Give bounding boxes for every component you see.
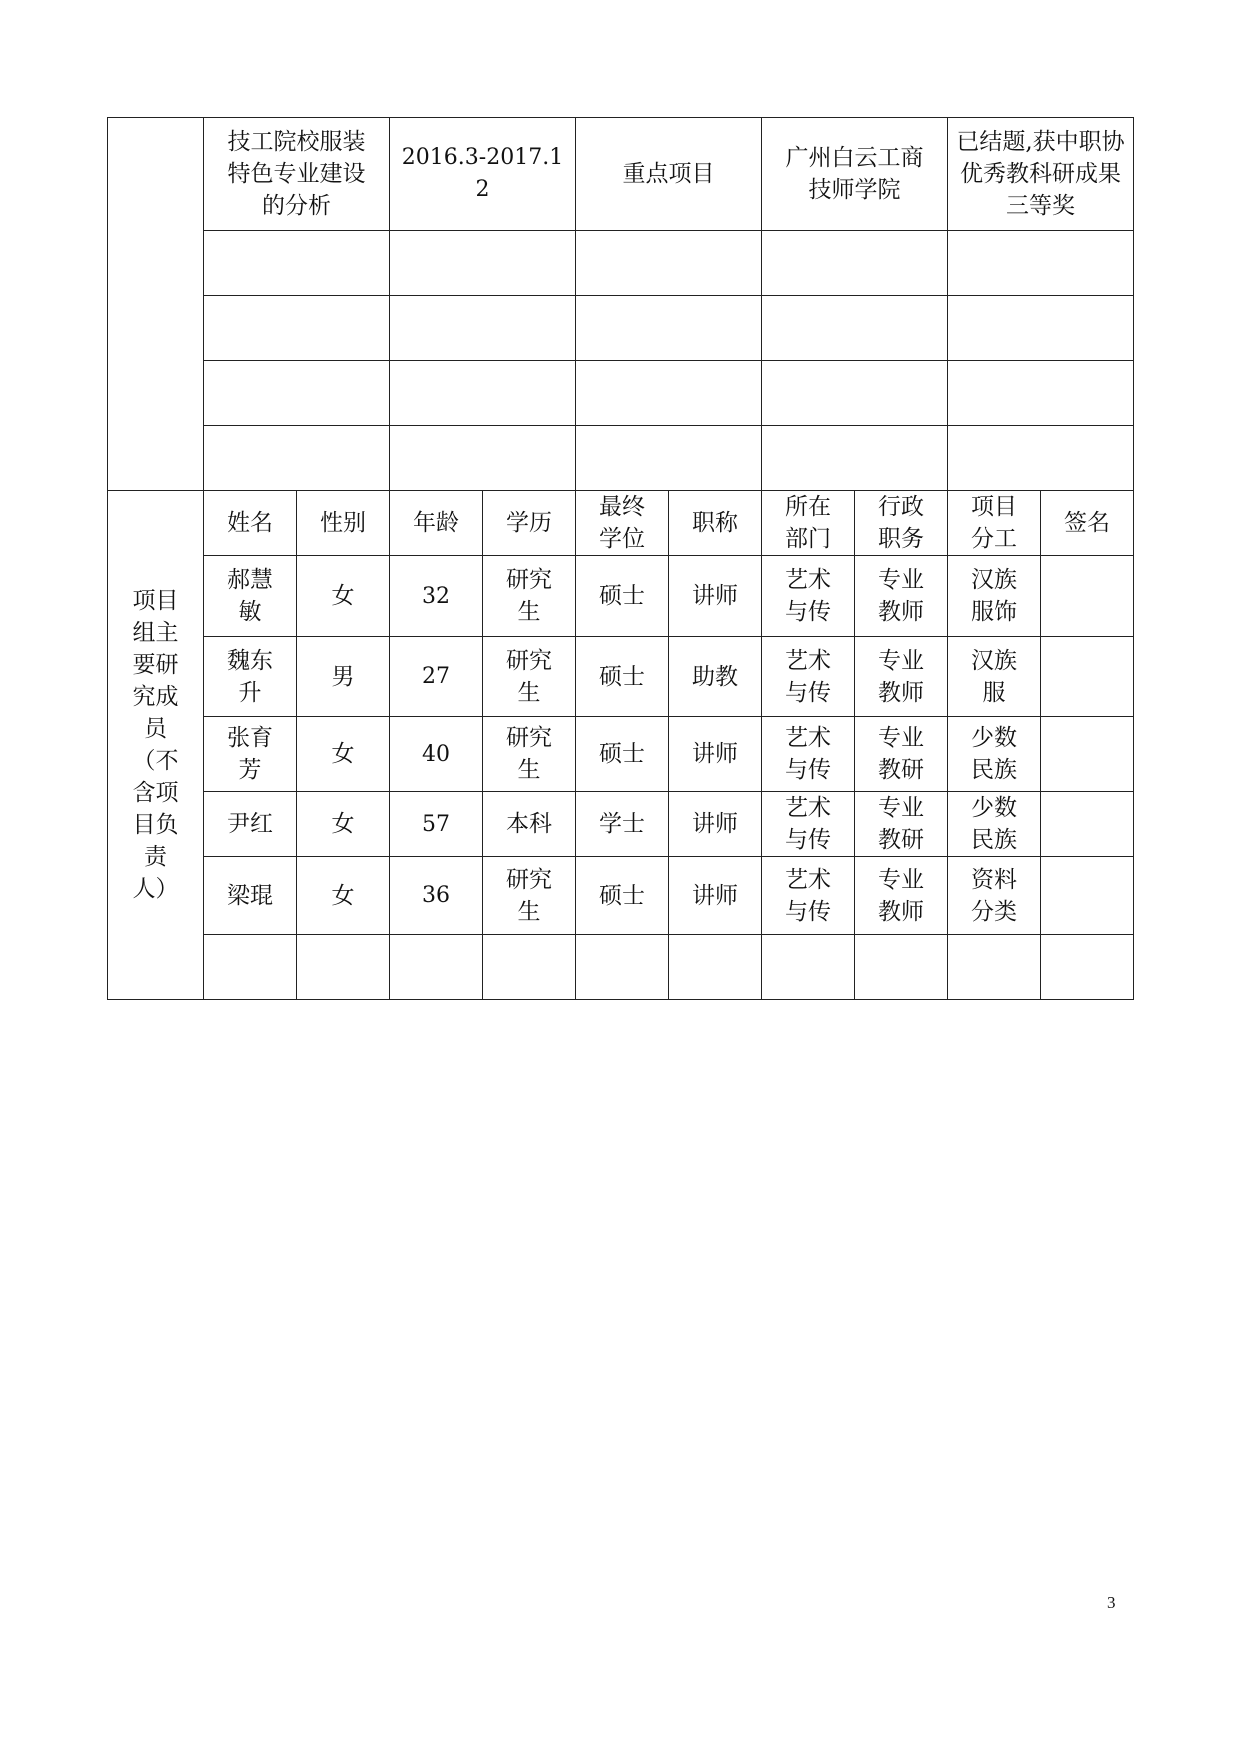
member-department-cell bbox=[762, 637, 855, 717]
member-name: 梁琨 bbox=[227, 882, 273, 909]
member-admin-post: 专业教研 bbox=[878, 795, 924, 853]
project-period-cell bbox=[390, 426, 576, 491]
project-unit-cell bbox=[762, 231, 948, 296]
project-unit-cell bbox=[762, 118, 948, 231]
member-row bbox=[108, 857, 1134, 935]
header-signature: 签名 bbox=[1041, 491, 1134, 556]
project-result: 已结题,获中职协优秀教科研成果三等奖 bbox=[956, 129, 1125, 219]
member-title: 讲师 bbox=[692, 741, 738, 767]
member-degree-cell bbox=[576, 556, 669, 637]
project-level: 重点项目 bbox=[622, 161, 715, 187]
project-result-cell bbox=[948, 361, 1134, 426]
member-department: 艺术与传 bbox=[785, 866, 831, 925]
member-signature-cell bbox=[1041, 792, 1134, 857]
member-department: 艺术与传 bbox=[785, 725, 831, 783]
project-period-cell bbox=[390, 118, 576, 231]
member-education: 研究生 bbox=[506, 866, 552, 925]
header-department: 所在部门 bbox=[762, 491, 855, 556]
header-name: 姓名 bbox=[204, 491, 297, 556]
member-degree-cell bbox=[576, 637, 669, 717]
header-role: 项目分工 bbox=[948, 491, 1041, 556]
page-number: 3 bbox=[1107, 1593, 1116, 1612]
member-role-cell bbox=[948, 857, 1041, 935]
member-title-cell bbox=[669, 637, 762, 717]
member-gender-cell bbox=[297, 792, 390, 857]
member-degree: 硕士 bbox=[599, 882, 645, 909]
member-name-cell bbox=[204, 556, 297, 637]
header-age: 年龄 bbox=[390, 491, 483, 556]
member-age: 32 bbox=[422, 583, 450, 609]
project-title-cell bbox=[204, 118, 390, 231]
member-degree-cell bbox=[576, 717, 669, 792]
member-degree: 学士 bbox=[599, 811, 645, 837]
member-age: 36 bbox=[422, 883, 450, 908]
member-admin-post: 专业教研 bbox=[878, 725, 924, 783]
member-age: 57 bbox=[422, 811, 450, 837]
member-title-cell bbox=[669, 556, 762, 637]
member-department-cell bbox=[762, 717, 855, 792]
project-period-cell bbox=[390, 361, 576, 426]
member-gender-cell bbox=[297, 717, 390, 792]
project-unit: 广州白云工商技师学院 bbox=[785, 145, 924, 203]
member-title: 助教 bbox=[692, 663, 738, 690]
member-row bbox=[108, 717, 1134, 792]
member-role-cell bbox=[948, 935, 1041, 1000]
member-admin-post-cell bbox=[855, 857, 948, 935]
member-admin-post-cell bbox=[855, 637, 948, 717]
header-gender: 性别 bbox=[297, 491, 390, 556]
member-signature-cell bbox=[1041, 935, 1134, 1000]
project-title: 技工院校服装特色专业建设的分析 bbox=[227, 129, 366, 219]
member-department: 艺术与传 bbox=[785, 795, 831, 853]
member-department-cell bbox=[762, 556, 855, 637]
member-age: 40 bbox=[422, 741, 450, 767]
member-gender: 女 bbox=[331, 811, 355, 837]
project-section-label-cell bbox=[108, 118, 204, 491]
project-result-cell bbox=[948, 118, 1134, 231]
member-department-cell bbox=[762, 935, 855, 1000]
member-age-cell bbox=[390, 717, 483, 792]
project-result-cell bbox=[948, 426, 1134, 491]
member-role-cell bbox=[948, 792, 1041, 857]
project-title-cell bbox=[204, 426, 390, 491]
member-education: 本科 bbox=[506, 811, 552, 837]
member-age-cell bbox=[390, 637, 483, 717]
member-title: 讲师 bbox=[692, 882, 738, 909]
project-row bbox=[108, 118, 1134, 231]
member-role: 少数民族 bbox=[971, 725, 1017, 783]
member-role-cell bbox=[948, 637, 1041, 717]
member-gender: 男 bbox=[331, 663, 355, 690]
member-age-cell bbox=[390, 792, 483, 857]
member-education-cell bbox=[483, 792, 576, 857]
member-admin-post-cell bbox=[855, 556, 948, 637]
member-department: 艺术与传 bbox=[785, 647, 831, 706]
project-level-cell bbox=[576, 296, 762, 361]
member-signature-cell bbox=[1041, 637, 1134, 717]
project-period-cell bbox=[390, 296, 576, 361]
project-level-cell bbox=[576, 118, 762, 231]
member-degree-cell bbox=[576, 857, 669, 935]
member-department-cell bbox=[762, 792, 855, 857]
member-admin-post: 专业教师 bbox=[878, 647, 924, 706]
member-education-cell bbox=[483, 857, 576, 935]
member-age-cell bbox=[390, 857, 483, 935]
member-title-cell bbox=[669, 717, 762, 792]
member-admin-post-cell bbox=[855, 717, 948, 792]
member-name-cell bbox=[204, 717, 297, 792]
project-level-cell bbox=[576, 231, 762, 296]
project-level-cell bbox=[576, 361, 762, 426]
member-signature-cell bbox=[1041, 717, 1134, 792]
member-name-cell bbox=[204, 637, 297, 717]
member-education-cell bbox=[483, 556, 576, 637]
member-department: 艺术与传 bbox=[785, 567, 831, 625]
project-result-cell bbox=[948, 231, 1134, 296]
members-section-label-cell bbox=[108, 491, 204, 1000]
member-degree: 硕士 bbox=[599, 583, 645, 609]
member-education-cell bbox=[483, 637, 576, 717]
project-unit-cell bbox=[762, 296, 948, 361]
member-name: 郝慧敏 bbox=[227, 567, 273, 625]
member-title-cell bbox=[669, 935, 762, 1000]
member-role: 少数民族 bbox=[971, 795, 1017, 853]
member-admin-post: 专业教师 bbox=[878, 567, 924, 625]
members-section-label: 项目组主要研究成员（不含项目负责人） bbox=[132, 588, 179, 902]
header-education: 学历 bbox=[483, 491, 576, 556]
member-title: 讲师 bbox=[692, 811, 738, 837]
member-row bbox=[108, 556, 1134, 637]
member-row bbox=[108, 792, 1134, 857]
research-form-table bbox=[107, 117, 1134, 1000]
members-header-row bbox=[108, 491, 1134, 556]
member-signature-cell bbox=[1041, 556, 1134, 637]
member-gender: 女 bbox=[331, 882, 355, 909]
project-title-cell bbox=[204, 361, 390, 426]
member-admin-post: 专业教师 bbox=[878, 866, 924, 925]
member-degree: 硕士 bbox=[599, 663, 645, 690]
project-row bbox=[108, 231, 1134, 296]
project-row bbox=[108, 426, 1134, 491]
member-degree-cell bbox=[576, 792, 669, 857]
member-title-cell bbox=[669, 857, 762, 935]
member-role-cell bbox=[948, 556, 1041, 637]
member-age-cell bbox=[390, 556, 483, 637]
member-name-cell bbox=[204, 792, 297, 857]
header-title: 职称 bbox=[669, 491, 762, 556]
project-title-cell bbox=[204, 296, 390, 361]
member-gender: 女 bbox=[331, 741, 355, 767]
member-age-cell bbox=[390, 935, 483, 1000]
member-title: 讲师 bbox=[692, 583, 738, 609]
member-department-cell bbox=[762, 857, 855, 935]
member-education-cell bbox=[483, 717, 576, 792]
member-role-cell bbox=[948, 717, 1041, 792]
member-name-cell bbox=[204, 857, 297, 935]
member-name-cell bbox=[204, 935, 297, 1000]
member-row bbox=[108, 637, 1134, 717]
member-education: 研究生 bbox=[506, 567, 552, 625]
member-signature-cell bbox=[1041, 857, 1134, 935]
header-degree: 最终学位 bbox=[576, 491, 669, 556]
member-gender-cell bbox=[297, 857, 390, 935]
project-unit-cell bbox=[762, 426, 948, 491]
project-result-cell bbox=[948, 296, 1134, 361]
project-row bbox=[108, 361, 1134, 426]
member-degree: 硕士 bbox=[599, 741, 645, 767]
member-role: 汉族服 bbox=[971, 647, 1017, 706]
project-period: 2016.3-2017.12 bbox=[401, 145, 564, 202]
member-gender-cell bbox=[297, 935, 390, 1000]
member-role: 资料分类 bbox=[971, 866, 1017, 925]
member-name: 尹红 bbox=[227, 811, 273, 837]
project-unit-cell bbox=[762, 361, 948, 426]
member-education-cell bbox=[483, 935, 576, 1000]
member-role: 汉族服饰 bbox=[971, 567, 1017, 625]
member-degree-cell bbox=[576, 935, 669, 1000]
project-row bbox=[108, 296, 1134, 361]
member-gender-cell bbox=[297, 637, 390, 717]
member-name: 张育芳 bbox=[227, 725, 273, 783]
member-education: 研究生 bbox=[506, 725, 552, 783]
member-title-cell bbox=[669, 792, 762, 857]
member-age: 27 bbox=[422, 664, 450, 689]
member-gender-cell bbox=[297, 556, 390, 637]
member-admin-post-cell bbox=[855, 935, 948, 1000]
member-gender: 女 bbox=[331, 583, 355, 609]
member-education: 研究生 bbox=[506, 647, 552, 706]
project-level-cell bbox=[576, 426, 762, 491]
project-title-cell bbox=[204, 231, 390, 296]
member-admin-post-cell bbox=[855, 792, 948, 857]
header-admin-post: 行政职务 bbox=[855, 491, 948, 556]
project-period-cell bbox=[390, 231, 576, 296]
member-name: 魏东升 bbox=[227, 647, 273, 706]
member-row bbox=[108, 935, 1134, 1000]
